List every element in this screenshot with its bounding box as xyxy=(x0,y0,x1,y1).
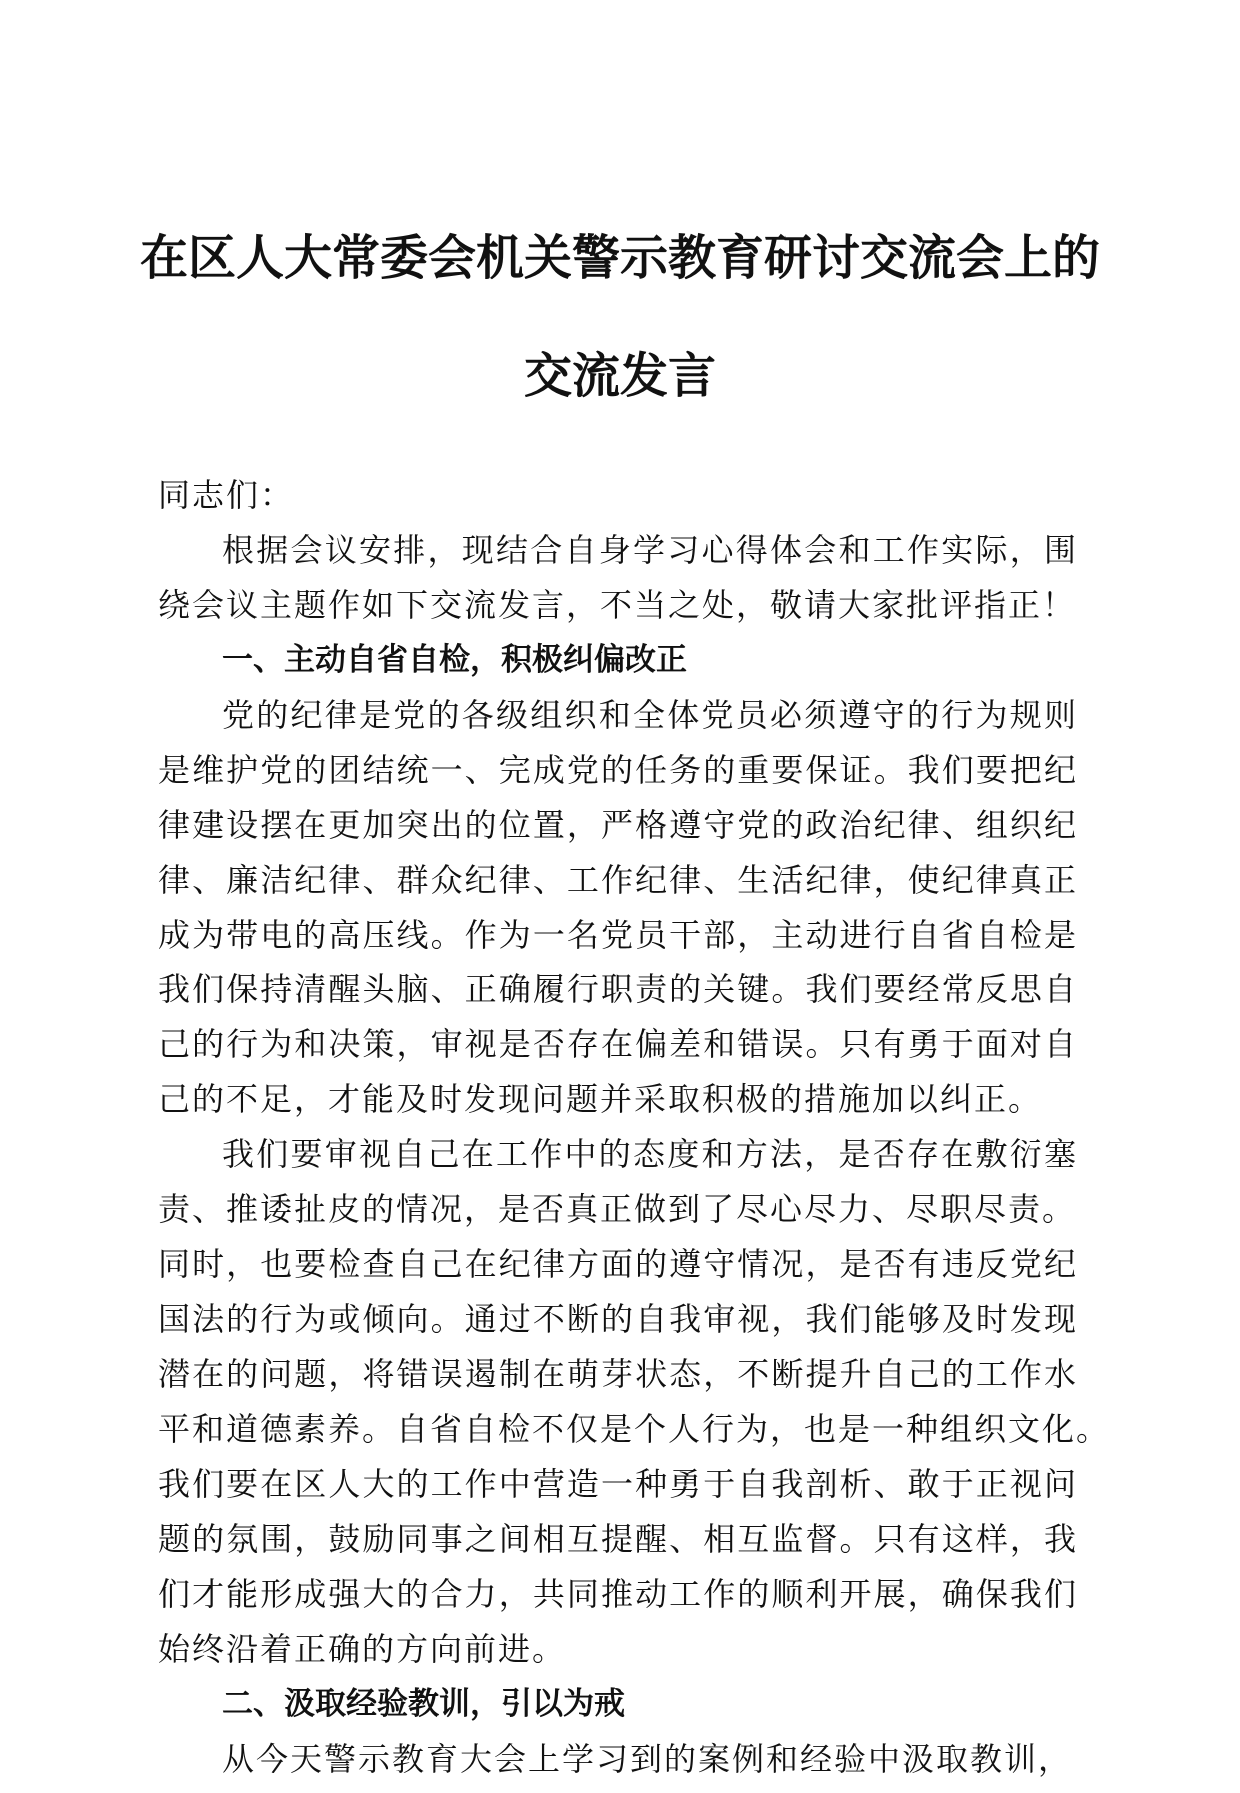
paragraph-line: 同时，也要检查自己在纪律方面的遵守情况，是否有违反党纪 xyxy=(158,1245,1078,1284)
paragraph-line: 成为带电的高压线。作为一名党员干部，主动进行自省自检是 xyxy=(158,915,1078,954)
paragraph-line: 己的行为和决策，审视是否存在偏差和错误。只有勇于面对自 xyxy=(158,1025,1078,1064)
section-heading-2: 二、汲取经验教训，引以为戒 xyxy=(222,1685,625,1722)
document-title-line-1: 在区人大常委会机关警示教育研讨交流会上的 xyxy=(139,230,1100,286)
paragraph-line: 始终沿着正确的方向前进。 xyxy=(158,1629,567,1668)
paragraph-line: 律、廉洁纪律、群众纪律、工作纪律、生活纪律，使纪律真正 xyxy=(158,860,1078,899)
section-heading-1: 一、主动自省自检，积极纠偏改正 xyxy=(222,641,687,678)
paragraph-line: 潜在的问题，将错误遏制在萌芽状态，不断提升自己的工作水 xyxy=(158,1355,1078,1393)
paragraph-line: 题的氛围，鼓励同事之间相互提醒、相互监督。只有这样，我 xyxy=(158,1519,1078,1558)
paragraph-line: 责、推诿扯皮的情况，是否真正做到了尽心尽力、尽职尽责。 xyxy=(158,1190,1077,1229)
paragraph-line: 是维护党的团结统一、完成党的任务的重要保证。我们要把纪 xyxy=(158,750,1078,789)
paragraph-line: 国法的行为或倾向。通过不断的自我审视，我们能够及时发现 xyxy=(158,1300,1078,1339)
paragraph-line: 律建设摆在更加突出的位置，严格遵守党的政治纪律、组织纪 xyxy=(158,805,1078,844)
paragraph-line: 平和道德素养。自省自检不仅是个人行为，也是一种组织文化。 xyxy=(158,1409,1111,1448)
paragraph-line: 党的纪律是党的各级组织和全体党员必须遵守的行为规则 xyxy=(222,695,1078,734)
document-body xyxy=(158,474,1111,1793)
paragraph-line: 根据会议安排，现结合自身学习心得体会和工作实际，围 xyxy=(222,530,1078,569)
paragraph-line: 们才能形成强大的合力，共同推动工作的顺利开展，确保我们 xyxy=(158,1574,1078,1613)
paragraph-line: 我们保持清醒头脑、正确履行职责的关键。我们要经常反思自 xyxy=(158,970,1078,1009)
paragraph-line: 己的不足，才能及时发现问题并采取积极的措施加以纠正。 xyxy=(158,1080,1043,1119)
paragraph-line: 绕会议主题作如下交流发言，不当之处，敬请大家批评指正！ xyxy=(158,585,1077,624)
paragraph-line: 我们要审视自己在工作中的态度和方法，是否存在敷衍塞 xyxy=(222,1135,1078,1174)
salutation: 同志们： xyxy=(158,476,295,514)
paragraph-line: 我们要在区人大的工作中营造一种勇于自我剖析、敢于正视问 xyxy=(158,1464,1078,1503)
document-title-line-2: 交流发言 xyxy=(523,348,716,404)
paragraph-line: 从今天警示教育大会上学习到的案例和经验中汲取教训， xyxy=(222,1739,1073,1778)
